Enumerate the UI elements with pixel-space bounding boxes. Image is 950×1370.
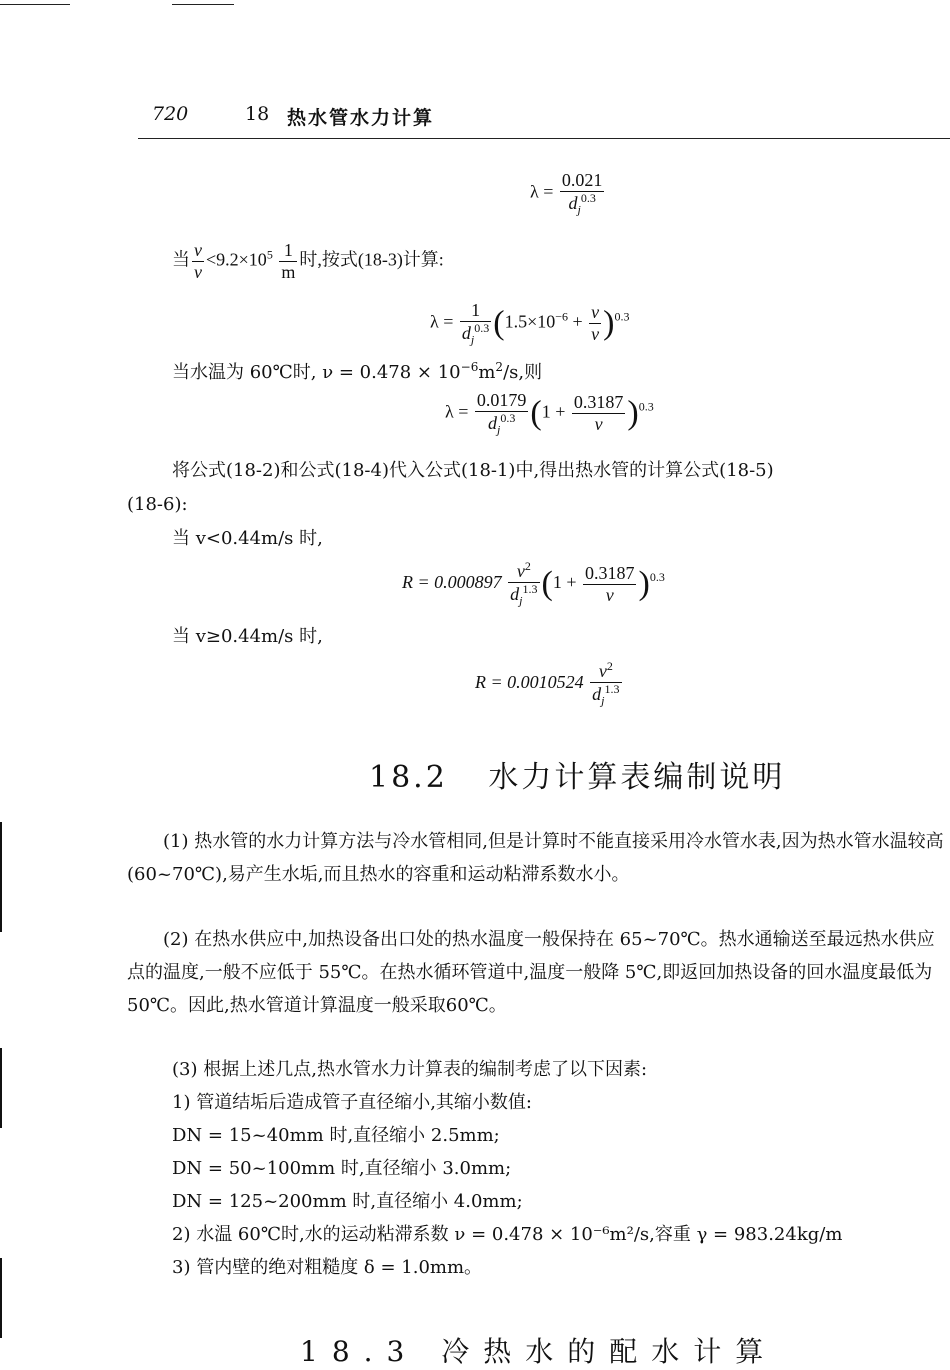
condition-line-1: 当 $\frac{v}{\nu}$ $<9.2\times 10^5$ $\frac{1}{m}$ 时,按式(18-3)计算: [172, 240, 444, 282]
condition-low-velocity: 当 v<0.44m/s 时, [172, 528, 323, 549]
margin-bar-bottom [0, 1258, 2, 1338]
formula-R-low: R = 0.000897 $\frac{v^2}{d_j^{1.3}}$ (1 + $\frac{0.3187}{v}$ )$^{0.3}$ [402, 559, 665, 608]
top-rule-left [0, 4, 70, 5]
margin-bar-middle [0, 1048, 2, 1128]
combine-text-line-2: (18-6): [127, 494, 188, 515]
next-section-heading-partial: 18.3 冷热水的配水计算 [300, 1335, 778, 1368]
water-temperature-line: 当水温为 60℃时, $\nu = 0.478 \times 10^{-6}m^2/s$,则 [172, 360, 543, 383]
formula-R-high: R = 0.0010524 $\frac{v^2}{d_j^{1.3}}$ [475, 659, 620, 708]
dn-range-2: DN = 50~100mm 时,直径缩小 3.0mm; [172, 1158, 512, 1179]
section-heading [369, 752, 785, 796]
dn-range-3: DN = 125~200mm 时,直径缩小 4.0mm; [172, 1191, 523, 1212]
top-rule-right [172, 4, 234, 5]
section-number: 18.2 [369, 760, 448, 795]
combine-text-line-1: 将公式(18-2)和公式(18-4)代入公式(18-1)中,得出热水管的计算公式(18-5) [172, 460, 774, 481]
chapter-number: 18 [245, 103, 270, 125]
header-rule [138, 138, 950, 139]
chapter-title: 热水管水力计算 [287, 107, 435, 129]
section-title: 水力计算表编制说明 [488, 760, 786, 795]
dn-range-1: DN = 15~40mm 时,直径缩小 2.5mm; [172, 1125, 500, 1146]
list-item-2: 2) 水温 60℃时,水的运动粘滞系数 ν = 0.478 × 10⁻⁶m²/s,容重 γ = 983.24kg/m [172, 1224, 843, 1245]
formula-lambda-1: λ = $\frac{0.021}{d_j^{0.3}}$ [530, 170, 603, 217]
list-item-3: 3) 管内壁的绝对粗糙度 δ = 1.0mm。 [172, 1257, 483, 1278]
page-number: 720 [152, 103, 189, 125]
paragraph-2: (2) 在热水供应中,加热设备出口处的热水温度一般保持在 65~70℃。热水通输送至最远热水供应点的温度,一般不应低于 55℃。在热水循环管道中,温度一般降 5℃,即返回加热设备的回水温度最低为 50℃。因此,热水管道计算温度一般采取60℃。 [127, 929, 935, 1016]
list-item-1: 1) 管道结垢后造成管子直径缩小,其缩小数值: [172, 1092, 532, 1113]
paragraph-3: (3) 根据上述几点,热水管水力计算表的编制考虑了以下因素: [172, 1059, 648, 1080]
condition-high-velocity: 当 v≥0.44m/s 时, [172, 626, 323, 647]
formula-lambda-2: λ = $\frac{1}{d_j^{0.3}}$ ($1.5\times 10^{-6}$ + $\frac{\nu}{v}$ )$^{0.3}$ [430, 300, 630, 347]
paragraph-1: (1) 热水管的水力计算方法与冷水管相同,但是计算时不能直接采用冷水管水表,因为热水管水温较高(60~70℃),易产生水垢,而且热水的容重和运动粘滞系数水小。 [127, 831, 944, 885]
fraction: $\frac{0.021}{d_j^{0.3}}$ [561, 170, 603, 217]
formula-lambda-3: λ = $\frac{0.0179}{d_j^{0.3}}$ (1 + $\frac{0.3187}{v}$ )$^{0.3}$ [445, 390, 654, 437]
margin-bar-top [0, 822, 2, 932]
